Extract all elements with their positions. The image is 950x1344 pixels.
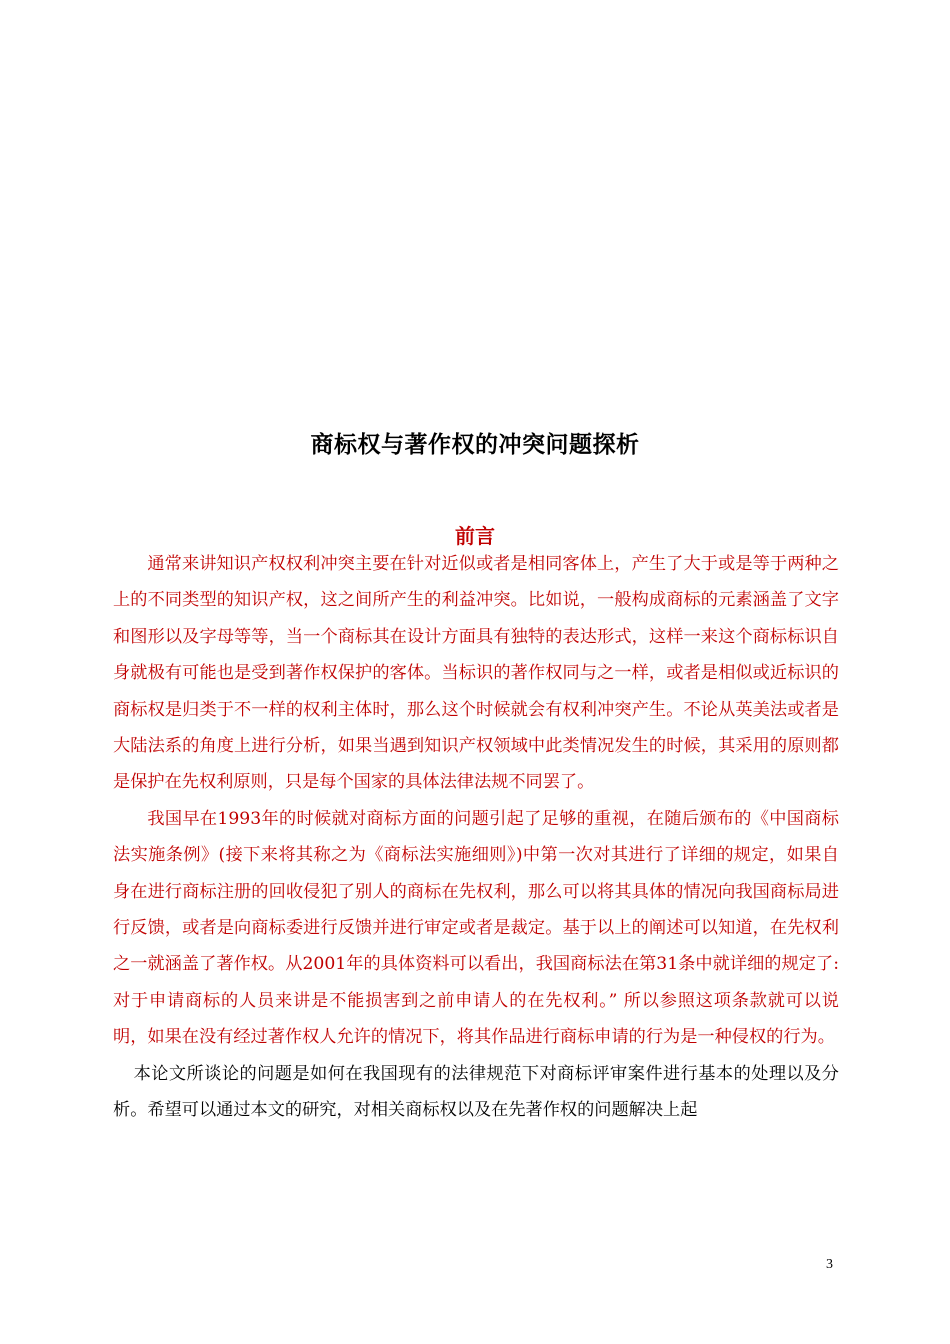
body-text bbox=[113, 546, 839, 1129]
paragraph-1: 通常来讲知识产权权利冲突主要在针对近似或者是相同客体上，产生了大于或是等于两种之上的不同类型的知识产权，这之间所产生的利益冲突。比如说，一般构成商标的元素涵盖了文字和图形以及字母等等，当一个商标其在设计方面具有独特的表达形式，这样一来这个商标标识自身就极有可能也是受到著作权保护的客体。当标识的著作权同与之一样，或者是相似或近标识的商标权是归类于不一样的权利主体时，那么这个时候就会有权利冲突产生。不论从英美法或者是大陆法系的角度上进行分析，如果当遇到知识产权领域中此类情况发生的时候，其采用的原则都是保护在先权利原则，只是每个国家的具体法律法规不同罢了。 bbox=[113, 554, 839, 793]
page-number: 3 bbox=[826, 1257, 833, 1272]
paragraph-2: 我国早在1993年的时候就对商标方面的问题引起了足够的重视，在随后颁布的《中国商标法实施条例》(接下来将其称之为《商标法实施细则》)中第一次对其进行了详细的规定，如果自身在进行商标注册的回收侵犯了别人的商标在先权利，那么可以将其具体的情况向我国商标局进行反馈，或者是向商标委进行反馈并进行审定或者是裁定。基于以上的阐述可以知道，在先权利之一就涵盖了著作权。从2001年的具体资料可以看出，我国商标法在第31条中就详细的规定了:对于申请商标的人员来讲是不能损害到之前申请人的在先权利。” 所以参照这项条款就可以说明，如果在没有经过著作权人允许的情况下，将其作品进行商标申请的行为是一种侵权的行为。 bbox=[113, 808, 839, 1048]
section-heading-preface: 前言 bbox=[455, 524, 495, 548]
paragraph-3: 本论文所谈论的问题是如何在我国现有的法律规范下对商标评审案件进行基本的处理以及分析。希望可以通过本文的研究，对相关商标权以及在先著作权的问题解决上起 bbox=[113, 1063, 839, 1121]
document-title: 商标权与著作权的冲突问题探析 bbox=[310, 431, 640, 458]
